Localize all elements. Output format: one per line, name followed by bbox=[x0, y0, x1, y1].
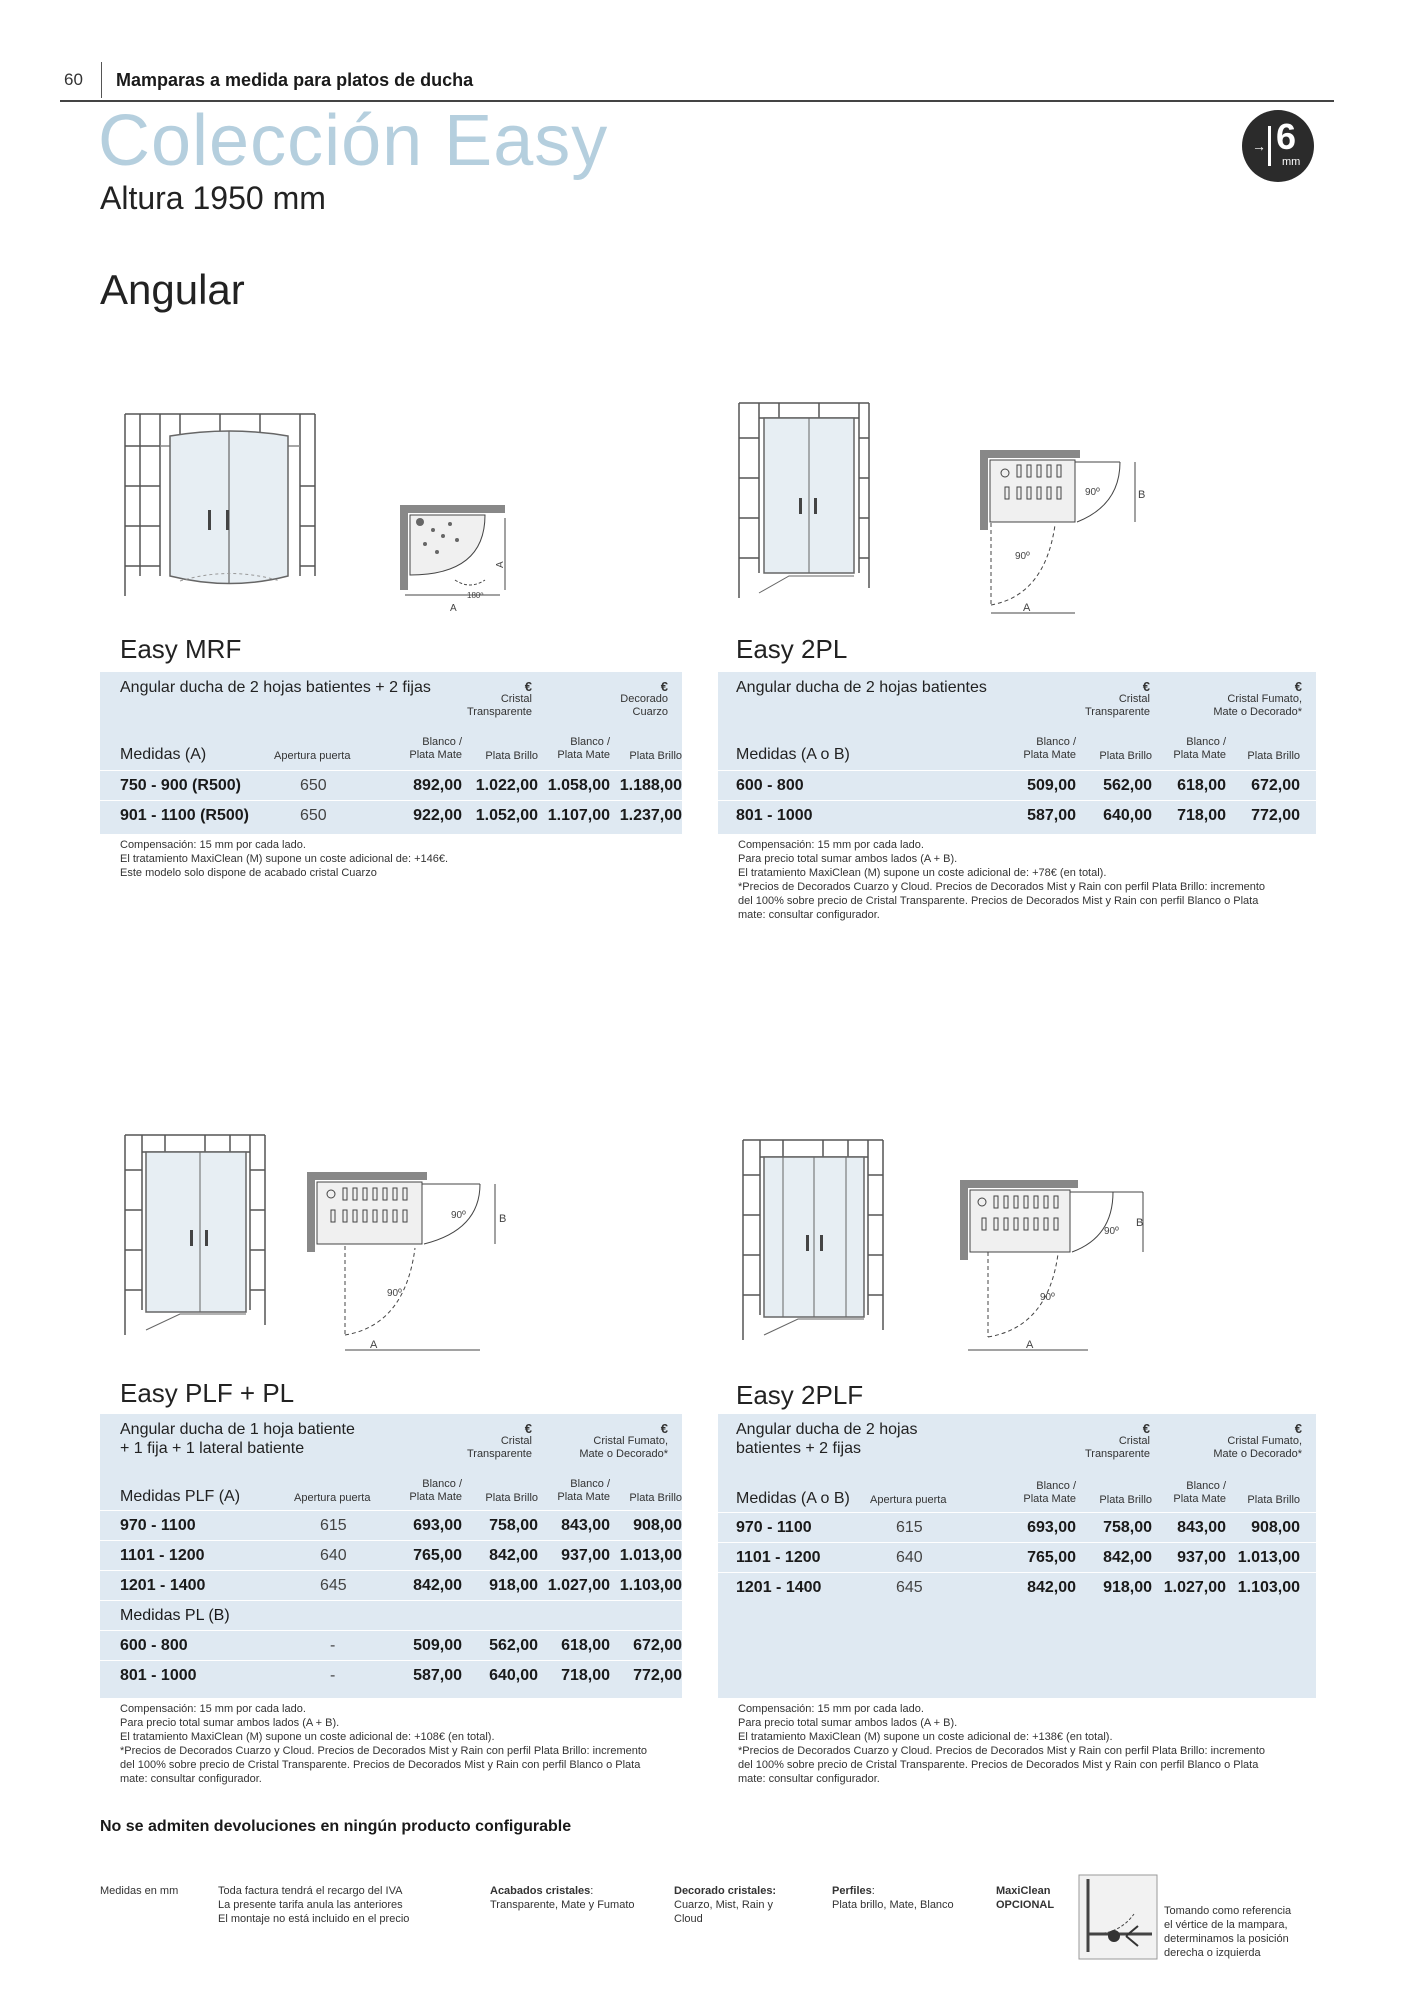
euro-symbol: € bbox=[1294, 679, 1302, 694]
row-price: 509,00 bbox=[1027, 777, 1076, 794]
easy-plf-pl-plan-label-a: A bbox=[370, 1339, 378, 1351]
table-row bbox=[100, 770, 682, 800]
page-subtitle: Altura 1950 mm bbox=[100, 180, 326, 216]
acabados-title: Acabados cristales bbox=[490, 1885, 591, 1897]
easy-2pl-sub1: Blanco / Plata Mate bbox=[1023, 736, 1076, 761]
row-price: 842,00 bbox=[413, 1577, 462, 1594]
easy-2plf-sub4: Plata Brillo bbox=[1247, 1494, 1300, 1506]
euro-symbol: € bbox=[524, 1421, 532, 1436]
row-medida: 600 - 800 bbox=[736, 777, 804, 794]
row-medida: 901 - 1100 (R500) bbox=[120, 807, 249, 824]
row-price: 562,00 bbox=[489, 1637, 538, 1654]
euro-symbol: € bbox=[1142, 679, 1150, 694]
footer-medidas: Medidas en mm bbox=[100, 1885, 179, 1897]
easy-plf-pl-render bbox=[120, 1130, 270, 1345]
euro-symbol: € bbox=[1294, 1421, 1302, 1436]
product-name-easy-plf-pl: Easy PLF + PL bbox=[120, 1378, 295, 1408]
easy-2plf-plan-label-a: A bbox=[1026, 1339, 1034, 1351]
row-price: 718,00 bbox=[561, 1667, 610, 1684]
easy-mrf-medidas-header: Medidas (A) bbox=[120, 746, 207, 763]
easy-plf-pl-col2-header: € Cristal Fumato, Mate o Decorado* bbox=[538, 1422, 668, 1461]
row-price: 937,00 bbox=[561, 1547, 610, 1564]
page-header: Mamparas a medida para platos de ducha bbox=[116, 70, 474, 90]
easy-2pl-plan-label-a: A bbox=[1023, 602, 1031, 614]
easy-mrf-render bbox=[120, 406, 320, 606]
easy-2pl-plan bbox=[975, 445, 1165, 620]
footer-perfiles: Perfiles: Plata brillo, Mate, Blanco bbox=[832, 1885, 954, 1911]
section-title: Angular bbox=[100, 266, 245, 313]
table-row bbox=[100, 1510, 682, 1540]
easy-mrf-sub2: Plata Brillo bbox=[485, 750, 538, 762]
easy-plf-pl-plan-90b: 90º bbox=[387, 1288, 402, 1299]
row-apertura: 650 bbox=[300, 807, 327, 824]
row-price: 1.022,00 bbox=[475, 777, 538, 794]
easy-2pl-sub2: Plata Brillo bbox=[1099, 750, 1152, 762]
row-price: 672,00 bbox=[1251, 777, 1300, 794]
easy-2pl-render bbox=[734, 398, 874, 608]
easy-plf-pl-medidas-header: Medidas PLF (A) bbox=[120, 1488, 241, 1505]
no-returns-notice: No se admiten devoluciones en ningún producto configurable bbox=[100, 1818, 572, 1835]
row-price: 765,00 bbox=[413, 1547, 462, 1564]
easy-2pl-plan-90b: 90º bbox=[1015, 551, 1030, 562]
table-row bbox=[100, 1630, 682, 1660]
easy-plf-pl-plan-90a: 90º bbox=[451, 1210, 466, 1221]
euro-symbol: € bbox=[660, 679, 668, 694]
easy-mrf-apertura-header: Apertura puerta bbox=[274, 750, 351, 762]
easy-mrf-col2-header bbox=[548, 680, 668, 719]
easy-plf-pl-plan bbox=[305, 1170, 525, 1360]
badge-unit: mm bbox=[1282, 156, 1301, 168]
euro-symbol: € bbox=[524, 679, 532, 694]
easy-plf-pl-desc: Angular ducha de 1 hoja batiente + 1 fija + 1 lateral batiente bbox=[120, 1421, 355, 1457]
row-price: 922,00 bbox=[413, 807, 462, 824]
easy-2pl-desc: Angular ducha de 2 hojas batientes bbox=[736, 679, 987, 696]
easy-2pl-sub4: Plata Brillo bbox=[1247, 750, 1300, 762]
easy-2plf-sub1: Blanco / Plata Mate bbox=[1023, 1480, 1076, 1505]
row-apertura: 650 bbox=[300, 777, 327, 794]
easy-2pl-notes: Compensación: 15 mm por cada lado. Para precio total sumar ambos lados (A + B). El tratamiento MaxiClean (M) supone un coste adicional de: +78€ (en total). *Precios de Decorados Cuarzo y Cloud. Precios de Decorados Mist y Rain con perfil Plata Brillo: incremento del 100% sobre precio de Cristal Transparente. Precios de Decorados Mist y Rain con perfil Blanco o Plata mate: consultar configurador. bbox=[738, 839, 1266, 921]
row-price: 1.013,00 bbox=[619, 1547, 682, 1564]
row-medida: 1201 - 1400 bbox=[120, 1577, 206, 1594]
row-price: 640,00 bbox=[489, 1667, 538, 1684]
easy-2pl-plan-90a: 90º bbox=[1085, 487, 1100, 498]
easy-mrf-plan-label-a: A bbox=[495, 561, 506, 568]
row-medida: 1201 - 1400 bbox=[736, 1579, 822, 1596]
medidas-pl-header: Medidas PL (B) bbox=[120, 1607, 230, 1624]
row-price: 892,00 bbox=[413, 777, 462, 794]
table-row bbox=[718, 1512, 1316, 1542]
row-price: 918,00 bbox=[489, 1577, 538, 1594]
row-price: 509,00 bbox=[413, 1637, 462, 1654]
easy-2plf-sub3: Blanco / Plata Mate bbox=[1173, 1480, 1226, 1505]
easy-2plf-col2-header: € Cristal Fumato, Mate o Decorado* bbox=[1172, 1422, 1302, 1461]
footer-acabados: Acabados cristales: Transparente, Mate y Fumato bbox=[490, 1885, 635, 1911]
easy-2pl-medidas-header: Medidas (A o B) bbox=[736, 746, 850, 763]
row-price: 1.058,00 bbox=[547, 777, 610, 794]
row-price: 1.052,00 bbox=[475, 807, 538, 824]
easy-2plf-plan-90a: 90º bbox=[1104, 1226, 1119, 1237]
row-price: 918,00 bbox=[1103, 1579, 1152, 1596]
easy-2plf-apertura-header: Apertura puerta bbox=[870, 1494, 947, 1506]
easy-mrf-sub4: Plata Brillo bbox=[629, 750, 682, 762]
row-price: 908,00 bbox=[1251, 1519, 1300, 1536]
easy-2pl-plan-label-b: B bbox=[1138, 489, 1146, 501]
footer-decorado: Decorado cristales: Cuarzo, Mist, Rain y Cloud bbox=[674, 1885, 777, 1925]
row-price: 758,00 bbox=[489, 1517, 538, 1534]
row-medida: 970 - 1100 bbox=[120, 1517, 196, 1534]
price-table-easy-2pl bbox=[718, 672, 1316, 834]
row-price: 937,00 bbox=[1177, 1549, 1226, 1566]
col1-label1: Cristal bbox=[500, 693, 532, 705]
row-price: 618,00 bbox=[1177, 777, 1226, 794]
price-table-easy-plf-pl bbox=[100, 1414, 682, 1698]
product-name-easy-mrf: Easy MRF bbox=[120, 634, 242, 664]
table-row bbox=[718, 1572, 1316, 1602]
easy-2pl-col1-header: € Cristal Transparente bbox=[1030, 680, 1150, 719]
row-medida: 1101 - 1200 bbox=[120, 1547, 205, 1564]
row-price: 718,00 bbox=[1177, 807, 1226, 824]
page-number: 60 bbox=[64, 70, 83, 89]
product-name-easy-2plf: Easy 2PLF bbox=[736, 1380, 864, 1410]
easy-2plf-medidas-header: Medidas (A o B) bbox=[736, 1490, 850, 1507]
easy-mrf-plan bbox=[395, 500, 530, 620]
row-price: 672,00 bbox=[633, 1637, 682, 1654]
row-price: 772,00 bbox=[633, 1667, 682, 1684]
easy-2plf-sub2: Plata Brillo bbox=[1099, 1494, 1152, 1506]
badge-value: 6 bbox=[1276, 116, 1297, 157]
row-apertura: 645 bbox=[896, 1579, 923, 1596]
row-price: 765,00 bbox=[1027, 1549, 1076, 1566]
table-row bbox=[718, 770, 1316, 800]
row-price: 772,00 bbox=[1251, 807, 1300, 824]
header-divider bbox=[101, 62, 102, 98]
table-row bbox=[100, 1660, 682, 1690]
row-price: 618,00 bbox=[561, 1637, 610, 1654]
row-price: 842,00 bbox=[1027, 1579, 1076, 1596]
row-medida: 801 - 1000 bbox=[120, 1667, 197, 1684]
easy-2plf-col1-header: € Cristal Transparente bbox=[1030, 1422, 1150, 1461]
easy-plf-pl-sub4: Plata Brillo bbox=[629, 1492, 682, 1504]
easy-2plf-plan-label-b: B bbox=[1136, 1217, 1144, 1229]
row-price: 1.188,00 bbox=[619, 777, 682, 794]
row-apertura: 615 bbox=[896, 1519, 923, 1536]
arrow-right-icon: → bbox=[1252, 138, 1266, 154]
page-title: Colección Easy bbox=[98, 101, 609, 181]
row-medida: 970 - 1100 bbox=[736, 1519, 812, 1536]
row-price: 562,00 bbox=[1103, 777, 1152, 794]
easy-2plf-notes: Compensación: 15 mm por cada lado. Para precio total sumar ambos lados (A + B). El tratamiento MaxiClean (M) supone un coste adicional de: +138€ (en total). *Precios de Decorados Cuarzo y Cloud. Precios de Decorados Mist y Rain con perfil Plata Brillo: incremento del 100% sobre precio de Cristal Transparente. Precios de Decorados Mist y Rain con perfil Blanco o Plata mate: consultar configurador. bbox=[738, 1703, 1266, 1785]
row-apertura: - bbox=[330, 1637, 336, 1654]
row-price: 693,00 bbox=[1027, 1519, 1076, 1536]
row-medida: 750 - 900 (R500) bbox=[120, 777, 241, 794]
row-medida: 600 - 800 bbox=[120, 1637, 188, 1654]
easy-2pl-col2-header: € Cristal Fumato, Mate o Decorado* bbox=[1172, 680, 1302, 719]
euro-symbol: € bbox=[660, 1421, 668, 1436]
easy-mrf-plan-label-a2: A bbox=[450, 603, 457, 614]
row-apertura: 640 bbox=[896, 1549, 923, 1566]
table-subheader-row bbox=[100, 1600, 682, 1630]
table-row bbox=[100, 1570, 682, 1600]
row-apertura: 640 bbox=[320, 1547, 347, 1564]
easy-2plf-plan bbox=[958, 1172, 1158, 1362]
easy-plf-pl-apertura-header: Apertura puerta bbox=[294, 1492, 371, 1504]
col1-label2: Transparente bbox=[466, 706, 532, 718]
row-price: 1.027,00 bbox=[547, 1577, 610, 1594]
row-price: 1.237,00 bbox=[619, 807, 682, 824]
table-row bbox=[100, 1540, 682, 1570]
thickness-badge bbox=[1242, 110, 1314, 182]
footer-factura: Toda factura tendrá el recargo del IVA La presente tarifa anula las anteriores El montaje no está incluido en el precio bbox=[218, 1885, 410, 1925]
easy-plf-pl-plan-label-b: B bbox=[499, 1213, 507, 1225]
euro-symbol: € bbox=[1142, 1421, 1150, 1436]
row-apertura: - bbox=[330, 1667, 336, 1684]
product-name-easy-2pl: Easy 2PL bbox=[736, 634, 848, 664]
glass-bar-icon bbox=[1268, 126, 1271, 166]
easy-plf-pl-sub3: Blanco / Plata Mate bbox=[557, 1478, 610, 1503]
easy-plf-pl-sub1: Blanco / Plata Mate bbox=[409, 1478, 462, 1503]
easy-2pl-sub3: Blanco / Plata Mate bbox=[1173, 736, 1226, 761]
row-price: 1.013,00 bbox=[1237, 1549, 1300, 1566]
easy-mrf-sub1: Blanco / Plata Mate bbox=[409, 736, 462, 761]
row-price: 842,00 bbox=[489, 1547, 538, 1564]
easy-plf-pl-sub2: Plata Brillo bbox=[485, 1492, 538, 1504]
price-table-easy-mrf bbox=[100, 672, 682, 834]
row-price: 693,00 bbox=[413, 1517, 462, 1534]
row-price: 1.027,00 bbox=[1163, 1579, 1226, 1596]
easy-mrf-sub3: Blanco / Plata Mate bbox=[557, 736, 610, 761]
row-medida: 1101 - 1200 bbox=[736, 1549, 821, 1566]
easy-2plf-render bbox=[738, 1135, 888, 1350]
row-apertura: 615 bbox=[320, 1517, 347, 1534]
footer-referencia: Tomando como referencia el vértice de la mampara, determinamos la posición derecha o izquierda bbox=[1164, 1905, 1292, 1959]
easy-plf-pl-col1-header: € Cristal Transparente bbox=[412, 1422, 532, 1461]
row-price: 587,00 bbox=[1027, 807, 1076, 824]
easy-plf-pl-notes: Compensación: 15 mm por cada lado. Para precio total sumar ambos lados (A + B). El tratamiento MaxiClean (M) supone un coste adicional de: +108€ (en total). *Precios de Decorados Cuarzo y Cloud. Precios de Decorados Mist y Rain con perfil Plata Brillo: incremento del 100% sobre precio de Cristal Transparente. Precios de Decorados Mist y Rain con perfil Blanco o Plata mate: consultar configurador. bbox=[120, 1703, 648, 1785]
easy-mrf-col1-header bbox=[412, 680, 532, 719]
row-price: 587,00 bbox=[413, 1667, 462, 1684]
col2-label1: Decorado bbox=[620, 693, 668, 705]
row-medida: 801 - 1000 bbox=[736, 807, 813, 824]
row-price: 1.107,00 bbox=[547, 807, 610, 824]
table-row bbox=[100, 800, 682, 830]
row-price: 842,00 bbox=[1103, 1549, 1152, 1566]
row-price: 1.103,00 bbox=[1237, 1579, 1300, 1596]
easy-mrf-plan-label-180: 180º bbox=[467, 591, 484, 600]
row-price: 758,00 bbox=[1103, 1519, 1152, 1536]
table-row bbox=[718, 800, 1316, 830]
footer-maxiclean: MaxiClean OPCIONAL bbox=[996, 1885, 1055, 1911]
row-price: 843,00 bbox=[561, 1517, 610, 1534]
row-price: 843,00 bbox=[1177, 1519, 1226, 1536]
table-row bbox=[718, 1542, 1316, 1572]
price-table-easy-2plf bbox=[718, 1414, 1316, 1698]
row-apertura: 645 bbox=[320, 1577, 347, 1594]
reference-diagram-icon bbox=[1078, 1874, 1158, 1960]
col2-label2: Cuarzo bbox=[632, 706, 668, 718]
easy-mrf-notes: Compensación: 15 mm por cada lado. El tratamiento MaxiClean (M) supone un coste adicional de: +146€. Este modelo solo dispone de acabado cristal Cuarzo bbox=[120, 839, 449, 879]
easy-mrf-desc: Angular ducha de 2 hojas batientes + 2 fijas bbox=[120, 679, 431, 696]
row-price: 908,00 bbox=[633, 1517, 682, 1534]
perfiles-title: Perfiles bbox=[832, 1885, 872, 1897]
row-price: 640,00 bbox=[1103, 807, 1152, 824]
easy-2plf-plan-90b: 90º bbox=[1040, 1292, 1055, 1303]
easy-2plf-desc: Angular ducha de 2 hojas batientes + 2 fijas bbox=[736, 1421, 918, 1457]
row-price: 1.103,00 bbox=[619, 1577, 682, 1594]
